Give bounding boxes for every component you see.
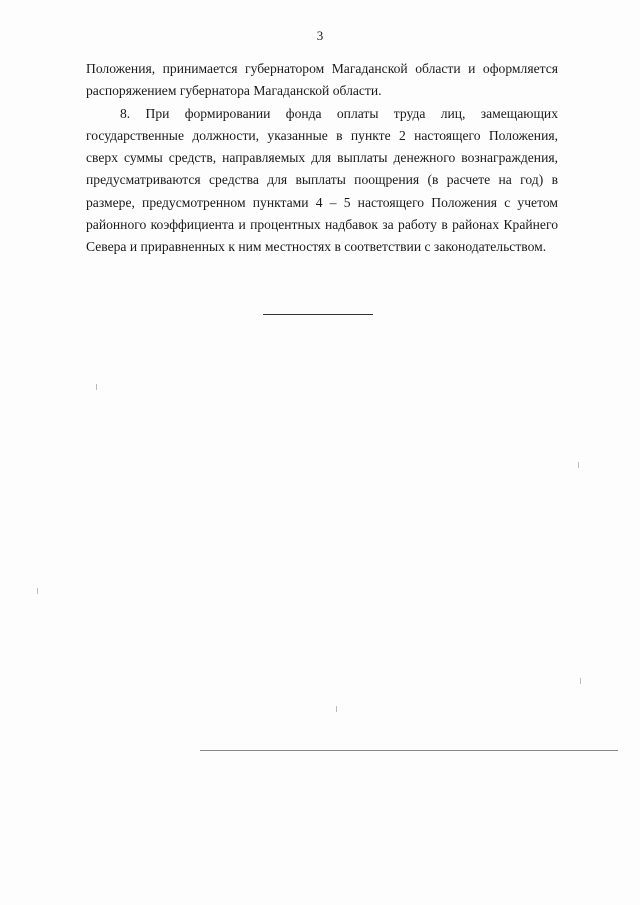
page-number: 3 (316, 28, 324, 43)
paragraph-item-8: 8. При формировании фонда оплаты труда лиц, замещающих государственные должности, указанные в пункте 2 настоящего Положения, сверх суммы средств, направляемых для выплаты денежного вознаграждения, предусматриваются средства для выплаты поощрения (в расчете на год) в размере, предусмотренном пунктами 4 – 5 настоящего Положения с учетом районного коэффициента и процентных надбавок за работу в районах Крайнего Севера и приравненных к ним местностях в соответствии с законодательством. (86, 105, 558, 255)
scan-artifact-line (200, 750, 618, 751)
scan-artifact-mark (336, 706, 337, 712)
document-body (86, 58, 558, 259)
end-of-text-rule (263, 314, 373, 315)
paragraph-continuation: Положения, принимается губернатором Магаданской области и оформляется распоряжением губернатора Магаданской области. (86, 61, 558, 99)
scan-artifact-mark (37, 588, 38, 594)
scan-artifact-mark (580, 678, 581, 684)
scan-artifact-mark (96, 384, 97, 390)
scan-artifact-mark (578, 462, 579, 468)
